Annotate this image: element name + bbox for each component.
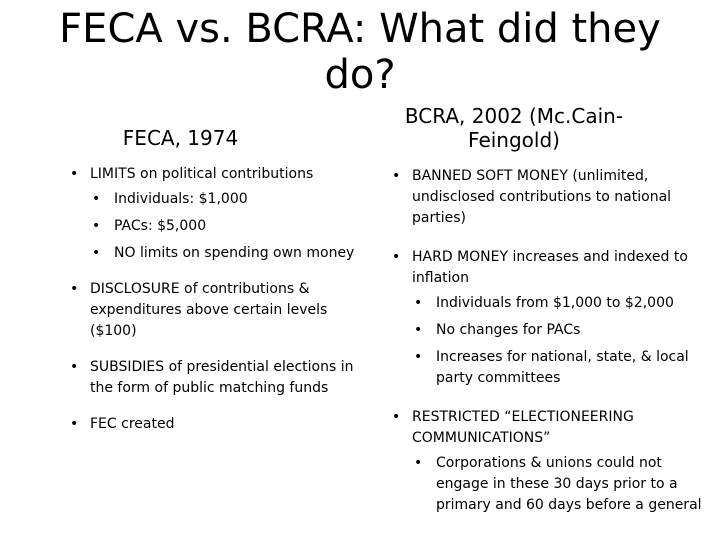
- feca-bullet-list: [58, 164, 358, 435]
- sub-bullet-list: [412, 293, 705, 389]
- slide-title: FECA vs. BCRA: What did they do?: [59, 6, 661, 98]
- sub-bullet-list: [412, 453, 705, 516]
- sub-list-item: • Individuals: $1,000: [90, 189, 358, 210]
- sub-list-item: • Increases for national, state, & local party committees: [412, 347, 705, 389]
- bcra-bullet-list: [380, 166, 705, 516]
- sub-bullet-list: [90, 189, 358, 264]
- list-item: [58, 164, 358, 264]
- bullet-text: FEC created: [90, 416, 175, 432]
- list-item: [58, 279, 358, 342]
- list-item: [380, 166, 705, 229]
- feca-column: [58, 126, 358, 450]
- feca-heading: FECA, 1974: [122, 126, 239, 150]
- sub-list-item: • NO limits on spending own money: [90, 243, 358, 264]
- list-item: [380, 247, 705, 389]
- bullet-text: BANNED SOFT MONEY (unlimited, undisclosed contributions to national parties): [412, 168, 672, 226]
- sub-list-item: • No changes for PACs: [412, 320, 705, 341]
- bullet-text: LIMITS on political contributions: [90, 166, 314, 182]
- bullet-text: DISCLOSURE of contributions & expenditures above certain levels ($100): [90, 281, 328, 339]
- bcra-column: [380, 104, 705, 534]
- sub-list-item: • Individuals from $1,000 to $2,000: [412, 293, 705, 314]
- bullet-text: HARD MONEY increases and indexed to inflation: [412, 249, 688, 286]
- list-item: [58, 414, 358, 435]
- list-item: [58, 357, 358, 399]
- bullet-text: RESTRICTED “ELECTIONEERING COMMUNICATIONS”: [412, 409, 634, 446]
- sub-list-item: • Corporations & unions could not engage in these 30 days prior to a primary and 60 days before a general: [412, 453, 705, 516]
- bcra-heading: BCRA, 2002 (Mc.Cain-Feingold): [404, 104, 624, 152]
- sub-list-item: • PACs: $5,000: [90, 216, 358, 237]
- list-item: [380, 407, 705, 516]
- bullet-text: SUBSIDIES of presidential elections in the form of public matching funds: [90, 359, 354, 396]
